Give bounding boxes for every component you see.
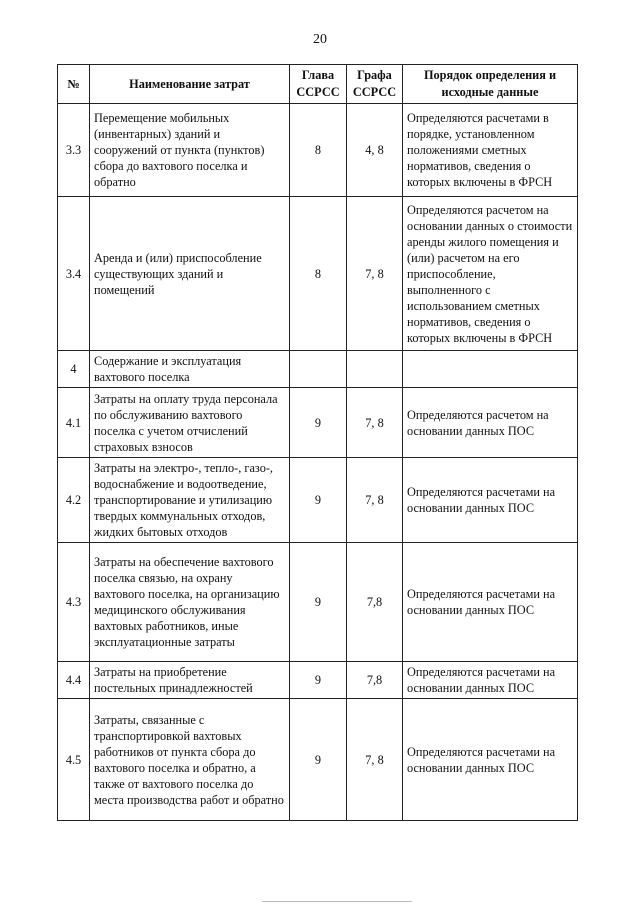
- row-num: 4.2: [58, 458, 90, 543]
- row-column: 7, 8: [347, 458, 403, 543]
- row-chapter: 9: [290, 388, 347, 458]
- row-column: 7, 8: [347, 388, 403, 458]
- page-number: 20: [313, 32, 327, 47]
- row-chapter: 8: [290, 104, 347, 197]
- row-name: Затраты на электро-, тепло-, газо-, водоснабжение и водоотведение, транспортирование и утилизацию твердых коммунальных отходов, жидких бытовых отходов: [90, 458, 290, 543]
- row-num: 3.4: [58, 197, 90, 351]
- row-num: 4: [58, 351, 90, 388]
- table-row: [58, 388, 578, 458]
- row-name: Затраты на оплату труда персонала по обслуживанию вахтового поселка с учетом отчислений страховых взносов: [90, 388, 290, 458]
- table-row: [58, 543, 578, 662]
- row-order: Определяются расчетами на основании данных ПОС: [403, 458, 578, 543]
- row-chapter: 9: [290, 458, 347, 543]
- row-chapter: 9: [290, 699, 347, 821]
- row-chapter: [290, 351, 347, 388]
- row-num: 4.3: [58, 543, 90, 662]
- row-chapter: 9: [290, 543, 347, 662]
- table-row: [58, 458, 578, 543]
- row-name: Затраты на обеспечение вахтового поселка связью, на охрану вахтового поселка, на организацию медицинского обслуживания вахтовых работников, иные эксплуатационные затраты: [90, 543, 290, 662]
- table-row: [58, 662, 578, 699]
- row-name: Перемещение мобильных (инвентарных) зданий и сооружений от пункта (пунктов) сбора до вахтового поселка и обратно: [90, 104, 290, 197]
- table-row: [58, 197, 578, 351]
- table-header-row: [58, 65, 578, 104]
- row-name: Аренда и (или) приспособление существующих зданий и помещений: [90, 197, 290, 351]
- row-column: 7, 8: [347, 197, 403, 351]
- scan-edge-line: [262, 901, 412, 902]
- row-order: Определяются расчетами на основании данных ПОС: [403, 662, 578, 699]
- row-order: Определяются расчетами в порядке, установленном положениями сметных нормативов, сведения о которых включены в ФРСН: [403, 104, 578, 197]
- header-order: Порядок определения и исходные данные: [403, 65, 578, 104]
- row-order: Определяются расчетами на основании данных ПОС: [403, 543, 578, 662]
- row-chapter: 8: [290, 197, 347, 351]
- row-name: Затраты, связанные с транспортировкой вахтовых работников от пункта сбора до вахтового поселка и обратно, а также от вахтового поселка до места производства работ и обратно: [90, 699, 290, 821]
- row-name: Затраты на приобретение постельных принадлежностей: [90, 662, 290, 699]
- table-row: [58, 351, 578, 388]
- table-row: [58, 104, 578, 197]
- row-column: 4, 8: [347, 104, 403, 197]
- row-order: Определяются расчетом на основании данных о стоимости аренды жилого помещения и (или) расчетом на его приспособление, выполненного с использованием сметных нормативов, сведения о которых включены в ФРСН: [403, 197, 578, 351]
- row-column: 7,8: [347, 543, 403, 662]
- row-num: 4.4: [58, 662, 90, 699]
- table-row: [58, 699, 578, 821]
- row-order: Определяются расчетом на основании данных ПОС: [403, 388, 578, 458]
- row-num: 4.5: [58, 699, 90, 821]
- header-name: Наименование затрат: [90, 65, 290, 104]
- row-column: 7, 8: [347, 699, 403, 821]
- row-num: 3.3: [58, 104, 90, 197]
- costs-table: [57, 64, 578, 821]
- row-order: [403, 351, 578, 388]
- header-num: №: [58, 65, 90, 104]
- header-column: Графа ССРСС: [347, 65, 403, 104]
- row-column: [347, 351, 403, 388]
- row-num: 4.1: [58, 388, 90, 458]
- row-order: Определяются расчетами на основании данных ПОС: [403, 699, 578, 821]
- header-chapter: Глава ССРСС: [290, 65, 347, 104]
- row-name: Содержание и эксплуатация вахтового поселка: [90, 351, 290, 388]
- row-column: 7,8: [347, 662, 403, 699]
- row-chapter: 9: [290, 662, 347, 699]
